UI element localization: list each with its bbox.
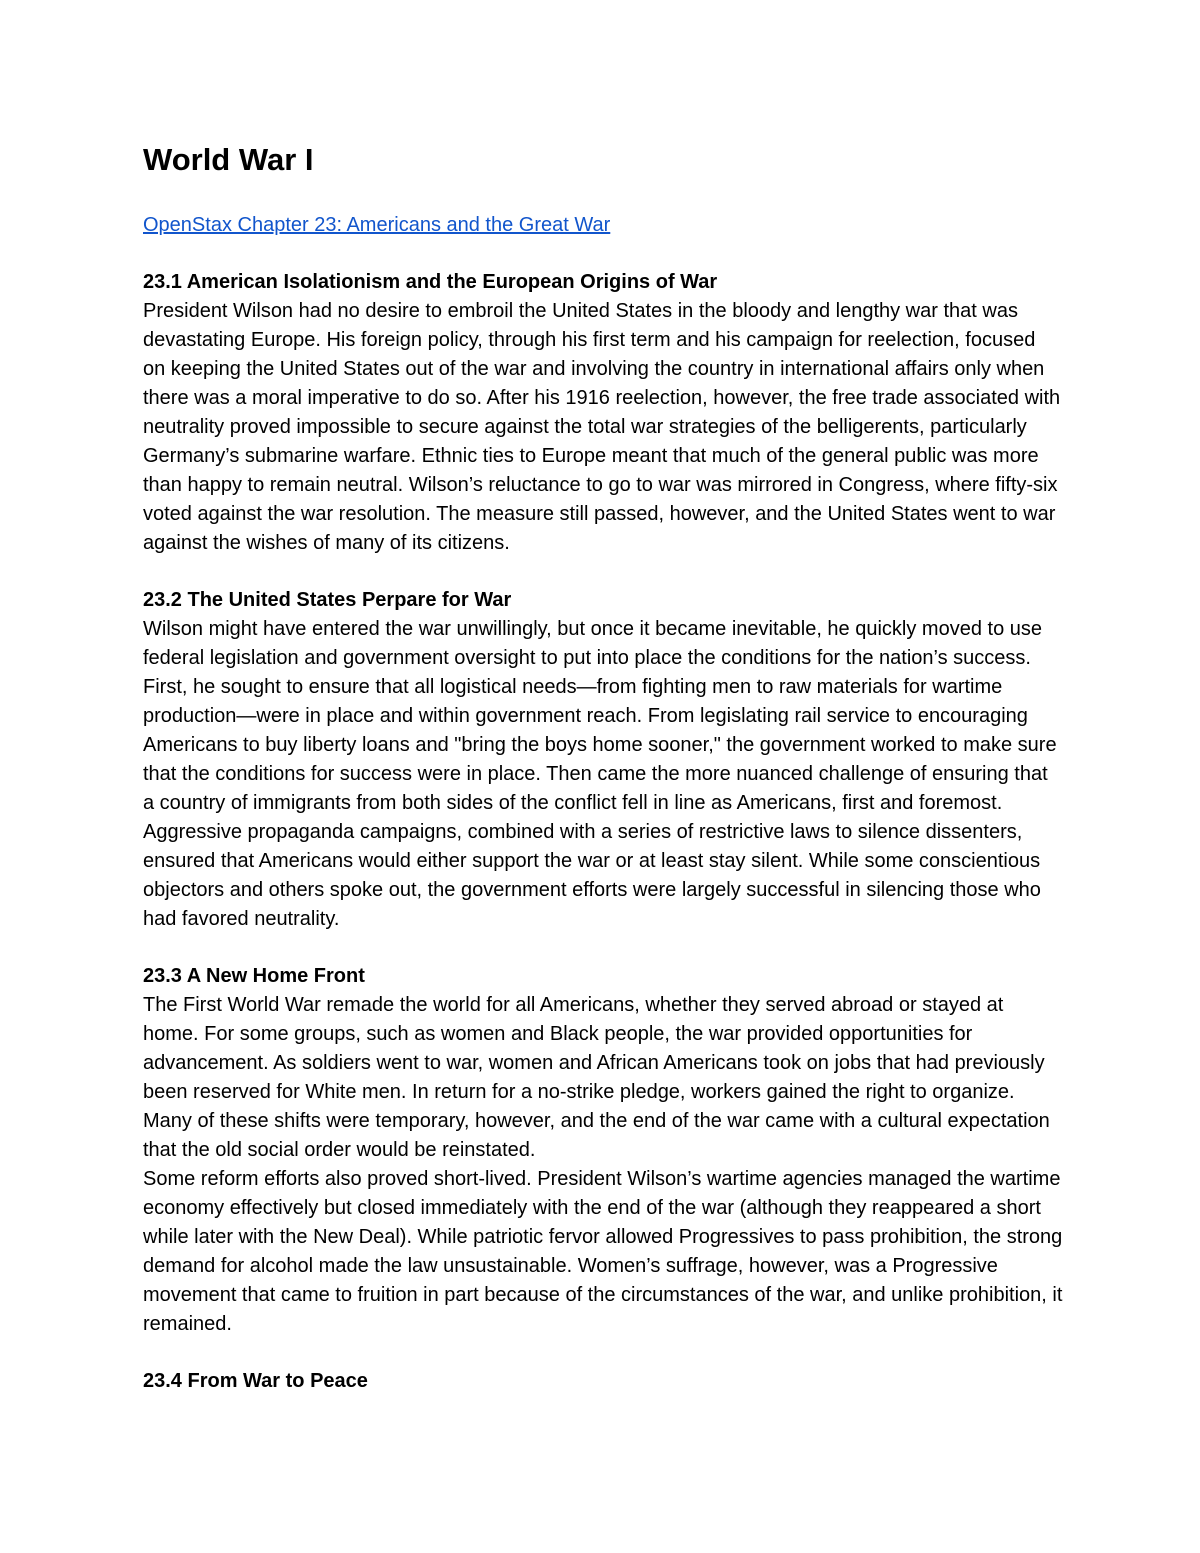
section-paragraph: Some reform efforts also proved short-lived. President Wilson’s wartime agencies managed the wartime economy effectively but closed immediately with the end of the war (although they reappeared a short while later with the New Deal). While patriotic fervor allowed Progressives to pass prohibition, the strong demand for alcohol made the law unsustainable. Women’s suffrage, however, was a Progressive movement that came to fruition in part because of the circumstances of the war, and unlike prohibition, it remained. <box>143 1168 1063 1335</box>
section-paragraph: The First World War remade the world for all Americans, whether they served abroad or stayed at home. For some groups, such as women and Black people, the war provided opportunities for advancement. As soldiers went to war, women and African Americans took on jobs that had previously been reserved for White men. In return for a no-strike pledge, workers gained the right to organize. Many of these shifts were temporary, however, and the end of the war came with a cultural expectation that the old social order would be reinstated. <box>143 994 1050 1161</box>
section-23-1 <box>143 268 1063 558</box>
section-heading: 23.1 American Isolationism and the European Origins of War <box>143 271 718 293</box>
section-23-4 <box>143 1367 1063 1396</box>
document-page <box>143 138 1063 1396</box>
section-heading: 23.3 A New Home Front <box>143 965 365 987</box>
section-heading: 23.4 From War to Peace <box>143 1370 368 1392</box>
openstax-chapter-link[interactable]: OpenStax Chapter 23: Americans and the Great War <box>143 214 611 236</box>
section-paragraph: Wilson might have entered the war unwillingly, but once it became inevitable, he quickly moved to use federal legislation and government oversight to put into place the conditions for the nation’s success. First, he sought to ensure that all logistical needs—from fighting men to raw materials for wartime production—were in place and within government reach. From legislating rail service to encouraging Americans to buy liberty loans and "bring the boys home sooner," the government worked to make sure that the conditions for success were in place. Then came the more nuanced challenge of ensuring that a country of immigrants from both sides of the conflict fell in line as Americans, first and foremost. Aggressive propaganda campaigns, combined with a series of restrictive laws to silence dissenters, ensured that Americans would either support the war or at least stay silent. While some conscientious objectors and others spoke out, the government efforts were largely successful in silencing those who had favored neutrality. <box>143 618 1057 930</box>
section-heading: 23.2 The United States Perpare for War <box>143 589 512 611</box>
section-paragraph: President Wilson had no desire to embroil the United States in the bloody and lengthy war that was devastating Europe. His foreign policy, through his first term and his campaign for reelection, focused on keeping the United States out of the war and involving the country in international affairs only when there was a moral imperative to do so. After his 1916 reelection, however, the free trade associated with neutrality proved impossible to secure against the total war strategies of the belligerents, particularly Germany’s submarine warfare. Ethnic ties to Europe meant that much of the general public was more than happy to remain neutral. Wilson’s reluctance to go to war was mirrored in Congress, where fifty-six voted against the war resolution. The measure still passed, however, and the United States went to war against the wishes of many of its citizens. <box>143 300 1061 554</box>
section-23-2 <box>143 586 1063 934</box>
section-23-3 <box>143 962 1063 1339</box>
document-title: World War I <box>143 142 314 177</box>
